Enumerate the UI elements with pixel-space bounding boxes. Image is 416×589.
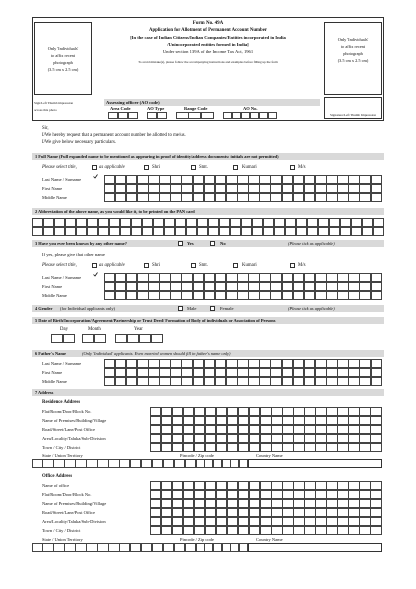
off-name-grid[interactable] <box>150 481 382 490</box>
section-1-full-name-header: 1 Full Name (Full expanded name to be mentioned as appearing in proof of identity/address documents: initials are not permitted) <box>32 153 384 160</box>
s6-middle-name-label: Middle Name <box>42 379 67 384</box>
photo-left-line3: photograph <box>53 60 73 65</box>
s6-middle-name-grid[interactable] <box>104 377 382 386</box>
off-premises-grid[interactable] <box>150 499 382 508</box>
res-flat-grid[interactable] <box>150 407 382 416</box>
s1-middle-name-grid[interactable] <box>104 193 382 202</box>
s1-as-applicable-checkbox[interactable] <box>92 165 97 170</box>
s1-shri-checkbox[interactable] <box>144 165 149 170</box>
res-flat-label: Flat/Room/Door/Block No. <box>42 409 92 414</box>
s3-yes-checkbox[interactable] <box>178 241 183 246</box>
s4-tick-note: (Please tick as applicable) <box>288 306 335 311</box>
s3-no-checkbox[interactable] <box>210 241 215 246</box>
res-road-grid[interactable] <box>150 425 382 434</box>
s6-first-name-grid[interactable] <box>104 368 382 377</box>
s3-tick-note: (Please tick as applicable) <box>288 241 335 246</box>
s3-ms-label: M/s <box>298 263 306 268</box>
res-country-field[interactable] <box>248 459 382 468</box>
res-area-label: Area/Locality/Taluka/Sub-Division <box>42 436 106 441</box>
ao-no-grid[interactable] <box>223 112 277 119</box>
s3-smt-label: Smt. <box>199 263 208 268</box>
off-pincode-grid[interactable] <box>196 543 248 552</box>
s1-shri-label: Shri <box>152 165 160 170</box>
photo-box-left[interactable] <box>34 22 92 95</box>
off-state-label: State / Union Territory <box>42 537 83 542</box>
s1-first-name-label: First Name <box>42 186 63 191</box>
s3-select-title: Please select title, <box>42 263 77 268</box>
s1-kumari-checkbox[interactable] <box>233 165 238 170</box>
s3-middle-name-label: Middle Name <box>42 293 67 298</box>
s5-day-grid[interactable] <box>51 334 75 343</box>
form-title: Application for Allotment of Permanent Account Number <box>149 28 267 33</box>
s4-female-checkbox[interactable] <box>210 306 215 311</box>
photo-left-line4: (3.5 cm x 2.5 cm) <box>47 67 79 72</box>
s1-kumari-label: Kumari <box>242 165 257 170</box>
greeting-sir: Sir, <box>42 126 49 131</box>
off-premises-label: Name of Premises/Building/Village <box>42 501 107 506</box>
sign-left-line1: Sign/Left Thumb impression <box>34 101 74 105</box>
off-flat-grid[interactable] <box>150 490 382 499</box>
s3-last-name-label: Last Name / Surname <box>42 275 82 280</box>
off-pincode-label: Pincode / Zip code <box>180 537 214 542</box>
s4-male-checkbox[interactable] <box>178 306 183 311</box>
sign-right-label: Signature/Left Thumb Impression <box>329 113 377 117</box>
form-subtitle-2: /Unincorporated entities formed in India] <box>167 42 249 47</box>
off-town-grid[interactable] <box>150 526 382 535</box>
ao-area-grid[interactable] <box>108 112 138 119</box>
s4-male-label: Male <box>187 306 197 311</box>
s1-middle-name-label: Middle Name <box>42 195 67 200</box>
section-7-address-header: 7 Address <box>32 389 384 396</box>
s5-year-label: Year <box>134 327 143 332</box>
ao-col-no: AO No. <box>243 106 258 111</box>
s1-smt-checkbox[interactable] <box>191 165 196 170</box>
s5-day-label: Day <box>60 327 68 332</box>
photo-right-line4: (3.5 cm x 2.5 cm) <box>337 58 369 63</box>
s1-last-name-label: Last Name / Surname <box>42 177 82 182</box>
s3-yes-label: Yes <box>187 241 194 246</box>
s3-as-applicable-checkbox[interactable] <box>92 263 97 268</box>
s3-smt-checkbox[interactable] <box>191 263 196 268</box>
res-premises-label: Name of Premises/Building/Village <box>42 418 107 423</box>
res-pincode-grid[interactable] <box>196 459 248 468</box>
s3-no-label: No <box>220 241 226 246</box>
greeting-request: I/We hereby request that a permanent account number be allotted to me/us. <box>42 133 186 138</box>
res-state-grid[interactable] <box>32 459 196 468</box>
res-premises-grid[interactable] <box>150 416 382 425</box>
s3-kumari-checkbox[interactable] <box>233 263 238 268</box>
photo-left-line2: to affix recent <box>50 53 76 58</box>
photo-right-line2: to affix recent <box>340 44 366 49</box>
residence-address-title: Residence Address <box>42 400 81 405</box>
s4-note: (for Individual applicants only) <box>60 306 115 311</box>
form-number: Form No. 49A <box>192 21 224 26</box>
s3-as-applicable: as applicable <box>99 263 125 268</box>
off-town-label: Town / City / District <box>42 528 81 533</box>
photo-right-line1: Only 'Individuals' <box>337 37 369 42</box>
office-address-title: Office Address <box>42 474 73 479</box>
s3-shri-label: Shri <box>152 263 160 268</box>
s3-ms-checkbox[interactable] <box>290 263 295 268</box>
s6-note: (Only 'Individual' applicants. Even married women should fill in father's name only) <box>82 351 231 356</box>
s4-female-label: Female <box>220 306 234 311</box>
s2-abbreviation-grid-1[interactable] <box>32 218 384 227</box>
ao-col-range: Range Code <box>184 106 208 111</box>
res-state-label: State / Union Territory <box>42 453 83 458</box>
off-area-label: Area/Locality/Taluka/Sub-Division <box>42 519 106 524</box>
ao-col-type: AO Type <box>147 106 165 111</box>
s5-month-grid[interactable] <box>82 334 106 343</box>
s3-title: 3 Have you ever been known by any other name? <box>35 241 127 246</box>
sign-left-line2: across this photo <box>34 108 57 112</box>
s3-shri-checkbox[interactable] <box>144 263 149 268</box>
res-town-label: Town / City / District <box>42 445 81 450</box>
s3-kumari-label: Kumari <box>242 263 257 268</box>
s3-if-yes: If yes, please give that other name <box>42 252 105 257</box>
s6-last-name-grid[interactable] <box>104 359 382 368</box>
off-flat-label: Flat/Room/Door/Block No. <box>42 492 92 497</box>
s5-year-grid[interactable] <box>115 334 163 343</box>
ao-title: Assessing officer (AO code) <box>106 100 160 105</box>
res-road-label: Road/Street/Lane/Post Office <box>42 427 96 432</box>
off-area-grid[interactable] <box>150 517 382 526</box>
form-subtitle-1: [In the case of Indian Citizens/Indian Companies/Entities incorporated in India <box>130 35 286 40</box>
res-area-grid[interactable] <box>150 434 382 443</box>
s3-middle-name-grid[interactable] <box>104 291 382 300</box>
s1-last-name-grid[interactable] <box>104 175 382 184</box>
ao-type-grid[interactable] <box>147 112 167 119</box>
ao-col-area: Area Code <box>110 106 131 111</box>
s4-title: 4 Gender <box>35 306 53 311</box>
s1-select-title: Please select title, <box>42 165 77 170</box>
photo-right-line3: photograph <box>343 51 363 56</box>
res-pincode-label: Pincode / Zip code <box>180 453 214 458</box>
off-country-field[interactable] <box>248 543 382 552</box>
s1-smt-label: Smt. <box>199 165 208 170</box>
res-country-label: Country Name <box>256 453 283 458</box>
off-road-grid[interactable] <box>150 508 382 517</box>
s6-first-name-label: First Name <box>42 370 63 375</box>
res-town-grid[interactable] <box>150 443 382 452</box>
s6-title: 6 Father's Name <box>35 351 66 356</box>
off-name-label: Name of office <box>42 483 70 488</box>
s1-first-name-grid[interactable] <box>104 184 382 193</box>
s3-first-name-label: First Name <box>42 284 63 289</box>
off-road-label: Road/Street/Lane/Post Office <box>42 510 96 515</box>
s6-last-name-label: Last Name / Surname <box>42 361 82 366</box>
photo-left-line1: Only 'Individuals' <box>47 46 79 51</box>
section-2-abbreviation-header: 2 Abbreviation of the above name, as you would like it, to be printed on the PAN card <box>32 208 384 215</box>
s3-first-name-grid[interactable] <box>104 282 382 291</box>
form-advice: To avoid mistake(s), please follow the accompanying instructions and examples before filling up the form <box>138 60 278 64</box>
greeting-particulars: I/We give below necessary particulars. <box>42 140 117 145</box>
form-section: Under section 139A of the Income Tax Act, 1961 <box>162 49 254 54</box>
s2-abbreviation-grid-2[interactable] <box>32 227 384 236</box>
off-state-grid[interactable] <box>32 543 196 552</box>
s1-ms-label: M/s <box>298 165 306 170</box>
s3-last-name-grid[interactable] <box>104 273 382 282</box>
off-country-label: Country Name <box>256 537 283 542</box>
s5-month-label: Month <box>88 327 101 332</box>
section-5-dob-header: 5 Date of Birth/Incorporation/Agreement/Partnership or Trust Deed/ Formation of Body of individuals or Association of Persons <box>32 317 384 324</box>
ao-range-grid[interactable] <box>176 112 214 119</box>
s1-ms-checkbox[interactable] <box>290 165 295 170</box>
s1-as-applicable: as applicable <box>99 165 125 170</box>
